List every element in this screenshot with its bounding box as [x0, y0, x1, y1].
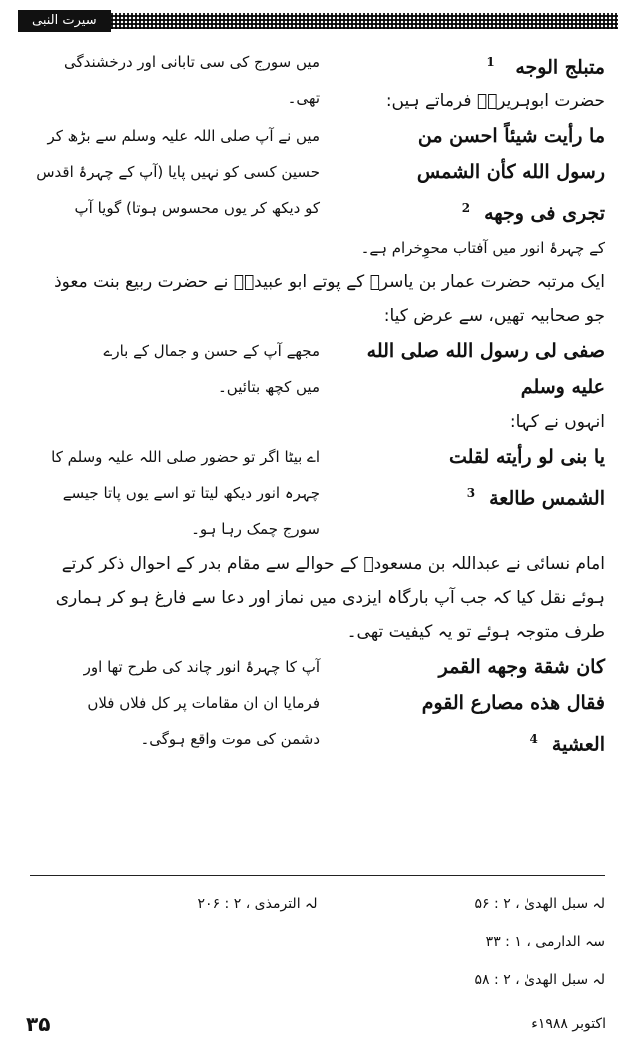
footnote: لہ سبل الهدیٰ ، ۲ : ۵۶: [474, 896, 605, 912]
header-ornament: [111, 13, 618, 29]
running-header: [18, 10, 618, 32]
text-block-2: [30, 118, 605, 231]
urdu-translation: [30, 333, 320, 405]
arabic-text: [320, 333, 605, 405]
page-number: ۳۵: [26, 1012, 51, 1036]
footnote: لہ سبل الهدیٰ ، ۲ : ۵۸: [474, 972, 605, 988]
arabic-line: متبلج الوجه: [515, 56, 605, 79]
urdu-line: چہرہ انور دیکھ لیتا تو اسے یوں پاتا جیسے: [62, 484, 320, 503]
urdu-line: اے بیٹا اگر تو حضور صلی اللہ علیہ وسلم کا: [51, 448, 320, 467]
issue-date: اکتوبر ۱۹۸۸ء: [531, 1016, 606, 1032]
text-block-5: [30, 649, 605, 762]
footnote-row: [30, 885, 605, 923]
footnote-ref: 1: [486, 55, 495, 69]
arabic-line: یا بنی لو رأیته لقلت: [448, 446, 605, 469]
paragraph: حضرت ابوہریرہؓ فرماتے ہیں:: [385, 91, 605, 111]
urdu-line: میں نے آپ صلی اللہ علیہ وسلم سے بڑھ کر: [47, 127, 320, 145]
urdu-line: حسین کسی کو نہیں پایا (آپ کے چہرۂ اقدس: [36, 163, 320, 181]
text-block-3: [30, 333, 605, 405]
arabic-line: علیه وسلم: [520, 376, 605, 399]
arabic-line: فقال هذه مصارع القوم: [421, 692, 605, 715]
paragraph: انہوں نے کہا:: [509, 412, 605, 433]
arabic-line: رسول الله كأن الشمس: [416, 161, 605, 183]
arabic-text: [320, 118, 605, 231]
urdu-translation: میں سورج کی سی تابانی اور درخشندگی تھی۔: [64, 53, 320, 107]
arabic-line: الشمس طالعة: [489, 487, 605, 510]
footnote: سہ الدارمی ، ۱ : ۳۳: [485, 934, 605, 950]
urdu-line: فرمایا ان ان مقامات پر کل فلاں فلاں: [87, 694, 320, 713]
footnote: لہ الترمذی ، ۲ : ۲۰۶: [197, 896, 318, 912]
urdu-translation: [30, 439, 320, 547]
footnote-row: [30, 961, 605, 999]
arabic-line: العشية: [551, 733, 605, 756]
header-title: سیرت النبی: [18, 10, 111, 32]
urdu-line: کو دیکھ کر یوں محسوس ہوتا) گویا آپ: [74, 199, 320, 217]
arabic-line: تجری فی وجهه: [484, 202, 605, 225]
urdu-line: میں کچھ بتائیں۔: [218, 378, 320, 397]
paragraph: امام نسائی نے عبداللہ بن مسعودؓ کے حوالے سے مقام بدر کے احوال ذکر کرتے ہوئے نقل کیا کہ جب آپ بارگاہ ایزدی میں نماز اور دعا سے فارغ ہو کر ہماری طرف متوجہ ہوئے تو یہ کیفیت تھی۔: [55, 554, 605, 643]
arabic-text: [320, 44, 605, 85]
paragraph: کے چہرۂ انور میں آفتاب محوِخرام ہے۔: [360, 239, 605, 258]
urdu-line: مجھے آپ کے حسن و جمال کے بارے: [103, 342, 320, 361]
footnote-divider: [30, 875, 605, 876]
footnote-ref: 2: [461, 201, 471, 215]
arabic-line: صفی لی رسول الله صلی الله: [366, 340, 605, 363]
urdu-line: دشمن کی موت واقع ہوگی۔: [140, 730, 320, 749]
urdu-translation: [30, 649, 320, 757]
arabic-text: [320, 649, 605, 762]
footnote-ref: 3: [466, 486, 476, 501]
arabic-line: ما رأیت شیئاً احسن من: [417, 125, 605, 147]
page-body: [30, 44, 605, 763]
footnote-row: [30, 923, 605, 961]
arabic-text: [320, 439, 605, 516]
footnote-ref: 4: [529, 732, 538, 747]
footnotes: [30, 885, 605, 999]
urdu-line: سورج چمک رہا ہو۔: [191, 520, 320, 539]
urdu-line: آپ کا چہرۂ انور چاند کی طرح تھا اور: [83, 658, 320, 677]
arabic-line: كان شقة وجهه القمر: [438, 656, 605, 679]
text-block-4: [30, 439, 605, 547]
urdu-translation: [30, 118, 320, 226]
paragraph: ایک مرتبہ حضرت عمار بن یاسرؓ کے پوتے ابو عبیدہؒ نے حضرت ربیع بنت معوذ جو صحابیہ تھیں، سے عرض کیا:: [54, 272, 605, 327]
